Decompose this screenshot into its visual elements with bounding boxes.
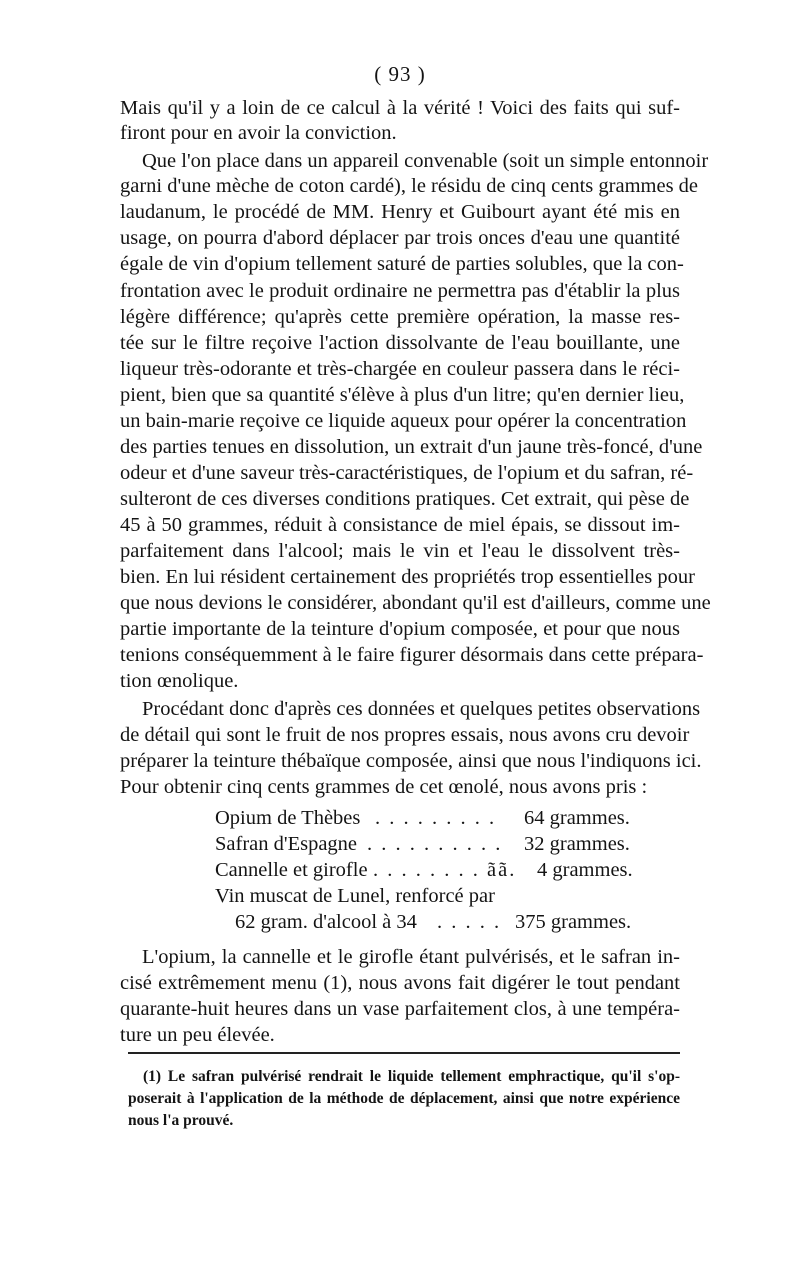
- recipe-row: [215, 832, 635, 856]
- ingredient-name: Opium de Thèbes: [215, 807, 361, 829]
- paragraph-2-line: odeur et d'une saveur très-caractéristiques, de l'opium et du safran, ré-: [120, 462, 694, 484]
- paragraph-3-line: de détail qui sont le fruit de nos propres essais, nous avons cru devoir: [120, 724, 690, 746]
- recipe-row: [215, 910, 635, 934]
- ingredient-quantity: 64 grammes.: [524, 807, 630, 829]
- footnote-line: poserait à l'application de la méthode de déplacement, ainsi que notre expérience: [128, 1090, 680, 1107]
- paragraph-2-line: frontation avec le produit ordinaire ne permettra pas d'établir la plus: [120, 280, 680, 302]
- ingredient-name: Cannelle et girofle: [215, 859, 368, 881]
- paragraph-2-line: laudanum, le procédé de MM. Henry et Guibourt ayant été mis en: [120, 201, 680, 223]
- ingredient-name: 62 gram. d'alcool à 34: [235, 911, 417, 933]
- footnote-separator: [128, 1052, 680, 1054]
- paragraph-2-line: égale de vin d'opium tellement saturé de parties solubles, que la con-: [120, 253, 684, 275]
- ingredient-quantity: 32 grammes.: [524, 833, 630, 855]
- footnote-line: (1) Le safran pulvérisé rendrait le liquide tellement emphractique, qu'il s'op-: [143, 1068, 680, 1085]
- paragraph-2-line: parfaitement dans l'alcool; mais le vin et l'eau le dissolvent très-: [120, 540, 680, 562]
- recipe-row: [215, 884, 635, 908]
- paragraph-2-line: tenions conséquemment à le faire figurer désormais dans cette prépara-: [120, 644, 704, 666]
- leader-dots: . . . . . . . . ãã.: [373, 859, 517, 881]
- paragraph-4-line: L'opium, la cannelle et le girofle étant pulvérisés, et le safran in-: [142, 946, 680, 968]
- ingredient-name: Vin muscat de Lunel, renforcé par: [215, 885, 495, 907]
- paragraph-4-line: ture un peu élevée.: [120, 1024, 275, 1046]
- recipe-row: [215, 806, 635, 830]
- leader-dots: . . . . . . . . . .: [367, 833, 503, 855]
- paragraph-2-line: des parties tenues en dissolution, un extrait d'un jaune très-foncé, d'une: [120, 436, 703, 458]
- paragraph-2-line: légère différence; qu'après cette première opération, la masse res-: [120, 306, 680, 328]
- paragraph-2-line: tée sur le filtre reçoive l'action dissolvante de l'eau bouillante, une: [120, 332, 680, 354]
- paragraph-2-line: partie importante de la teinture d'opium composée, et pour que nous: [120, 618, 680, 640]
- leader-dots: . . . . .: [437, 911, 502, 933]
- paragraph-4-line: quarante-huit heures dans un vase parfaitement clos, à une tempéra-: [120, 998, 680, 1020]
- paragraph-3-line: préparer la teinture thébaïque composée, ainsi que nous l'indiquons ici.: [120, 750, 702, 772]
- paragraph-2-line: Que l'on place dans un appareil convenable (soit un simple entonnoir: [142, 150, 709, 172]
- ingredient-quantity: 375 grammes.: [515, 911, 632, 933]
- paragraph-2-line: que nous devions le considérer, abondant qu'il est d'ailleurs, comme une: [120, 592, 711, 614]
- leader-dots: . . . . . . . . .: [375, 807, 497, 829]
- paragraph-2-line: 45 à 50 grammes, réduit à consistance de miel épais, se dissout im-: [120, 514, 680, 536]
- paragraph-2-line: tion œnolique.: [120, 670, 239, 692]
- paragraph-2-line: bien. En lui résident certainement des propriétés trop essentielles pour: [120, 566, 695, 588]
- recipe-row: [215, 858, 635, 882]
- ingredient-name: Safran d'Espagne: [215, 833, 358, 855]
- paragraph-2-line: pient, bien que sa quantité s'élève à plus d'un litre; qu'en dernier lieu,: [120, 384, 685, 406]
- paragraph-4-line: cisé extrêmement menu (1), nous avons fait digérer le tout pendant: [120, 972, 680, 994]
- footnote-line: nous l'a prouvé.: [128, 1112, 234, 1129]
- paragraph-2-line: un bain-marie reçoive ce liquide aqueux pour opérer la concentration: [120, 410, 687, 432]
- paragraph-2-line: usage, on pourra d'abord déplacer par trois onces d'eau une quantité: [120, 227, 680, 249]
- paragraph-2-line: garni d'une mèche de coton cardé), le résidu de cinq cents grammes de: [120, 175, 699, 197]
- paragraph-1-line: Mais qu'il y a loin de ce calcul à la vérité ! Voici des faits qui suf-: [120, 97, 680, 119]
- paragraph-2-line: sulteront de ces diverses conditions pratiques. Cet extrait, qui pèse de: [120, 488, 690, 510]
- paragraph-2-line: liqueur très-odorante et très-chargée en couleur passera dans le réci-: [120, 358, 680, 380]
- paragraph-1-line: firont pour en avoir la conviction.: [120, 122, 397, 144]
- paragraph-3-line: Procédant donc d'après ces données et quelques petites observations: [142, 698, 701, 720]
- page-number: ( 93 ): [374, 62, 426, 86]
- ingredient-quantity: 4 grammes.: [537, 859, 633, 881]
- paragraph-3-line: Pour obtenir cinq cents grammes de cet œnolé, nous avons pris :: [120, 776, 648, 798]
